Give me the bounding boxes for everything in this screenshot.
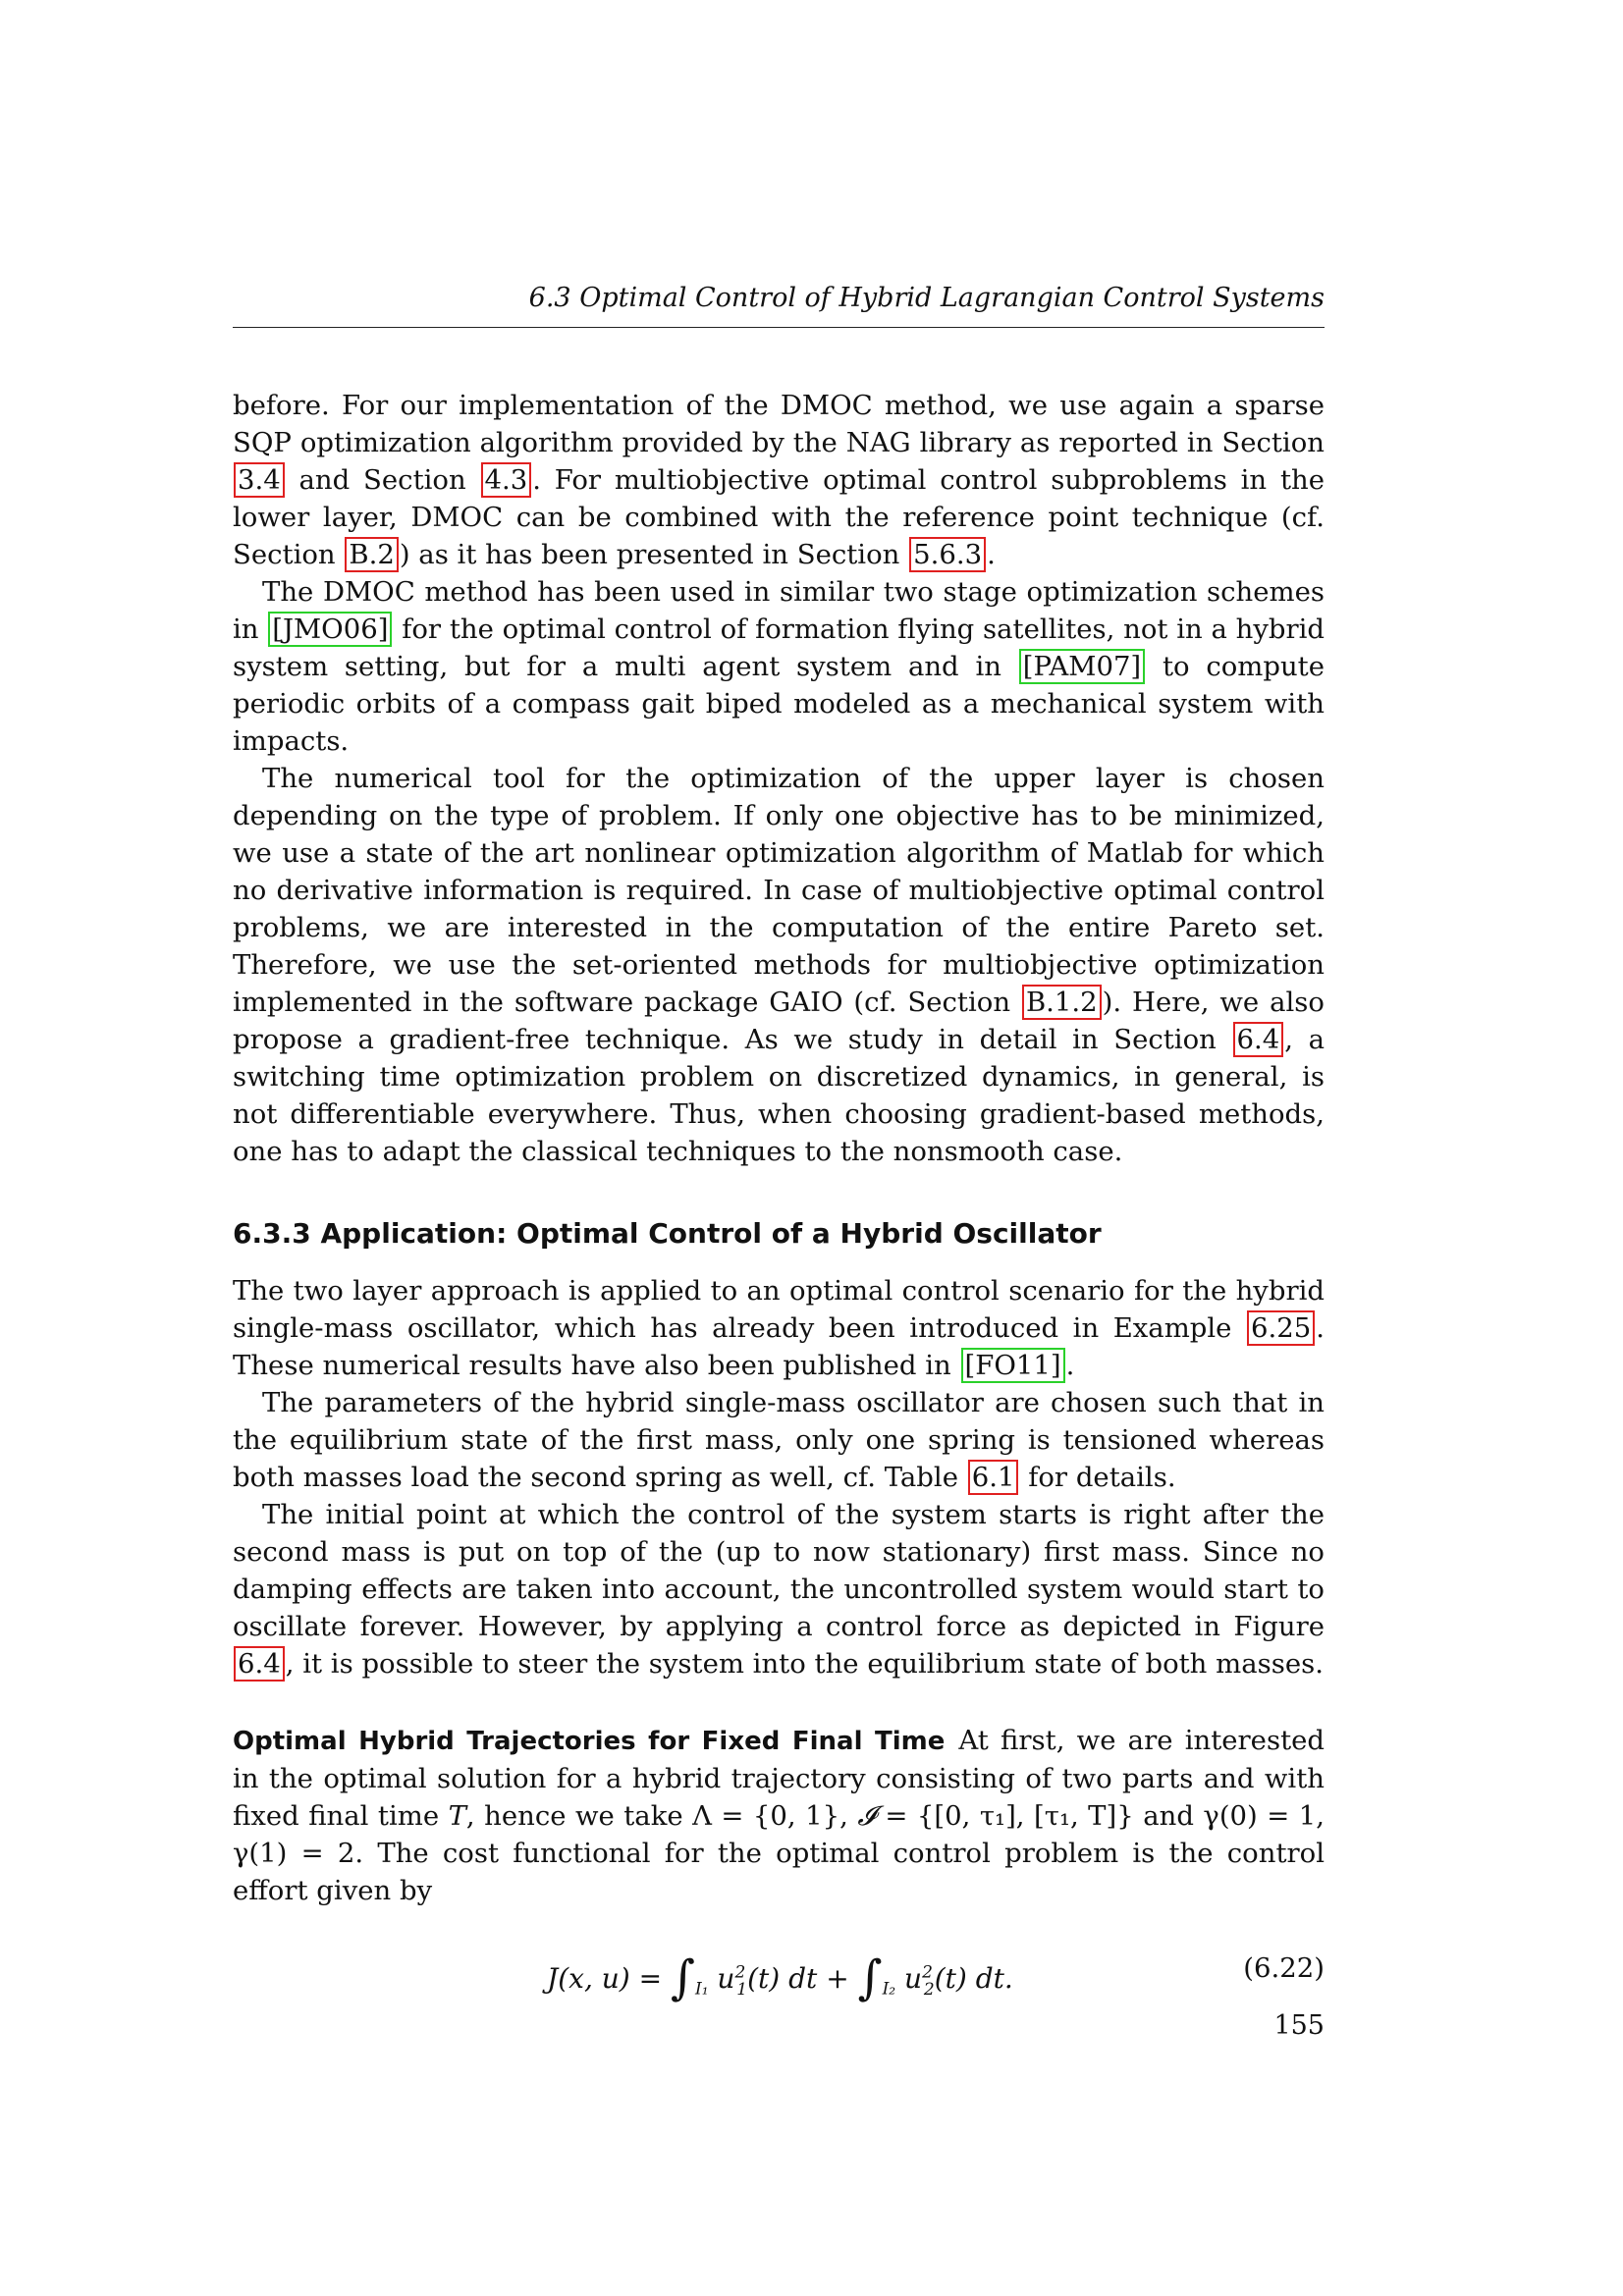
section-heading: 6.3.3 Application: Optimal Control of a Hybrid Oscillator: [233, 1217, 1102, 1250]
section-link-b-2[interactable]: B.2: [345, 537, 398, 572]
paragraph-2: The DMOC method has been used in similar two stage optimization schemes in [JMO06] for the optimal control of formation flying satellites, not in a hybrid system setting, but for a multi agent system and in [PAM07] to compute periodic orbits of a compass gait biped modeled as a mechanical system with impacts.: [233, 576, 1325, 757]
page-number: 155: [1273, 2010, 1325, 2041]
paragraph-4: The two layer approach is applied to an optimal control scenario for the hybrid single-mass oscillator, which has already been introduced in Example 6.25 . These numerical results have also been published in [FO11] .: [233, 1275, 1325, 1381]
integral-symbol: ∫: [857, 1950, 883, 2005]
running-head: 6.3 Optimal Control of Hybrid Lagrangian Control Systems: [528, 283, 1325, 313]
citation-link-fo11[interactable]: [FO11]: [961, 1348, 1065, 1383]
table-link-6-1[interactable]: 6.1: [968, 1460, 1019, 1495]
figure-link-6-4[interactable]: 6.4: [234, 1646, 285, 1682]
section-link-3-4[interactable]: 3.4: [234, 462, 285, 498]
section-link-5-6-3[interactable]: 5.6.3: [909, 537, 986, 572]
equation-6-22: [233, 1931, 1325, 2025]
section-link-6-4[interactable]: 6.4: [1233, 1022, 1284, 1057]
section-link-b-1-2[interactable]: B.1.2: [1022, 985, 1102, 1020]
equation-number: (6.22): [1243, 1952, 1325, 1984]
section-link-4-3[interactable]: 4.3: [481, 462, 532, 498]
paragraph-1: before. For our implementation of the DMOC method, we use again a sparse SQP optimization algorithm provided by the NAG library as reported in Section 3.4 and Section 4.3 . For multiobjective optimal control subproblems in the lower layer, DMOC can be combined with the reference point technique (cf. Section B.2 ) as it has been presented in Section 5.6.3 .: [233, 390, 1325, 570]
paragraph-7: Optimal Hybrid Trajectories for Fixed Final Time At first, we are interested in the optimal solution for a hybrid trajectory consisting of two parts and with fixed final time T, hence we take Λ = {0, 1}, 𝓘 = {[0, τ₁], [τ₁, T]} and γ(0) = 1, γ(1) = 2. The cost functional for the optimal control problem is the control effort given by: [233, 1725, 1325, 1906]
citation-link-pam07[interactable]: [PAM07]: [1019, 649, 1145, 684]
paragraph-5: The parameters of the hybrid single-mass oscillator are chosen such that in the equilibrium state of the first mass, only one spring is tensioned whereas both masses load the second spring as well, cf. Table 6.1 for details.: [233, 1387, 1325, 1493]
spacer: [233, 1682, 1325, 1722]
header-rule: [233, 327, 1325, 328]
page-body: [233, 387, 1325, 2025]
equation-body: J(x, $u) = \int_{I_1}$ $u^2_1(t)$ dt + $\int_{I_2}$ $u^2_2(t)$ dt.: [547, 1950, 1013, 2005]
paragraph-6: The initial point at which the control of the system starts is right after the second mass is put on top of the (up to now stationary) first mass. Since no damping effects are taken into account, the uncontrolled system would start to oscillate forever. However, by applying a control force as depicted in Figure 6.4 , it is possible to steer the system into the equilibrium state of both masses.: [233, 1499, 1325, 1680]
paragraph-heading: Optimal Hybrid Trajectories for Fixed Final Time: [233, 1727, 946, 1756]
citation-link-jmo06[interactable]: [JMO06]: [268, 612, 392, 647]
example-link-6-25[interactable]: 6.25: [1247, 1310, 1315, 1346]
paragraph-3: The numerical tool for the optimization of the upper layer is chosen depending on the type of problem. If only one objective has to be minimized, we use a state of the art nonlinear optimization algorithm of Matlab for which no derivative information is required. In case of multiobjective optimal control problems, we are interested in the computation of the entire Pareto set. Therefore, we use the set-oriented methods for multiobjective optimization implemented in the software package GAIO (cf. Section B.1.2 ). Here, we also propose a gradient-free technique. As we study in detail in Section 6.4 , a switching time optimization problem on discretized dynamics, in general, is not differentiable everywhere. Thus, when choosing gradient-based methods, one has to adapt the classical techniques to the nonsmooth case.: [233, 763, 1325, 1167]
integral-symbol: ∫: [670, 1950, 695, 2005]
